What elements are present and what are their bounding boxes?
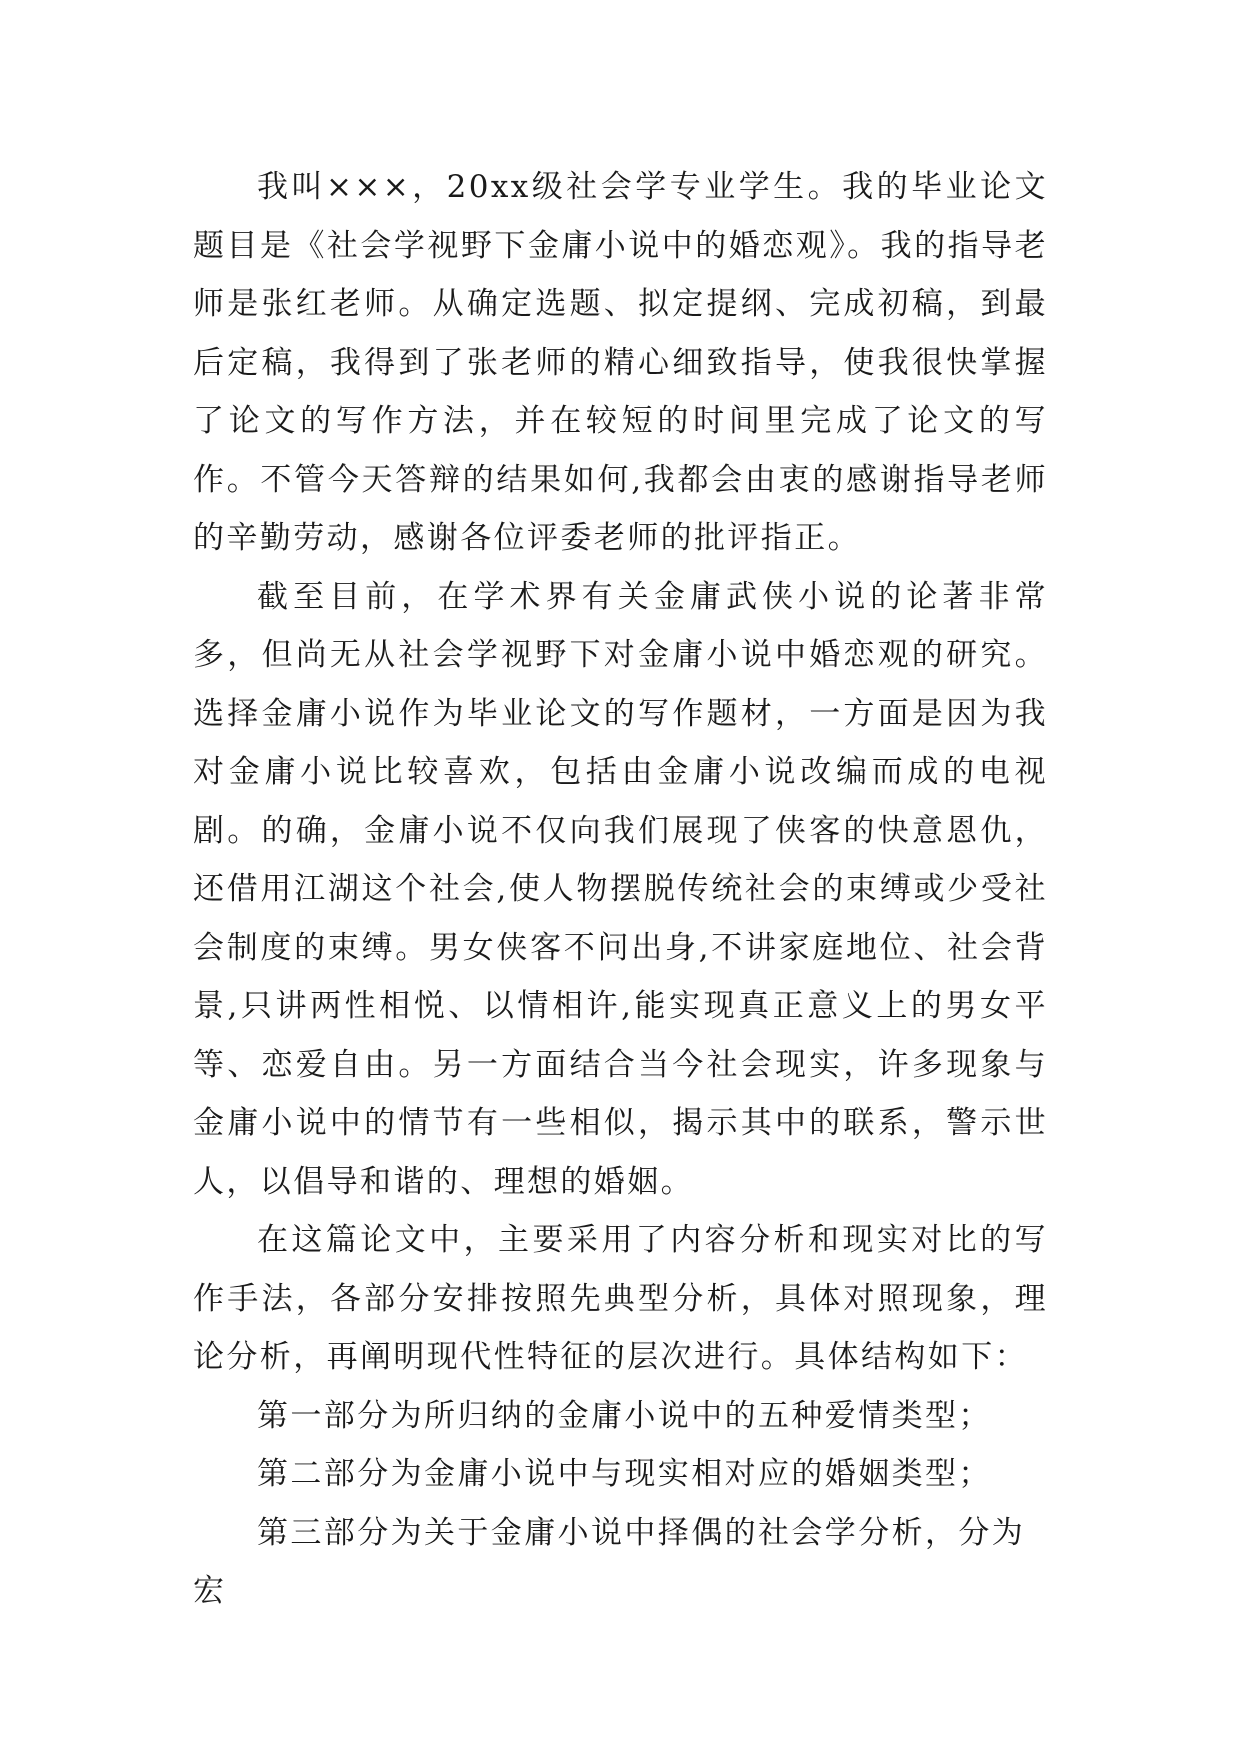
structure-item-part-two: 第二部分为金庸小说中与现实相对应的婚姻类型； — [257, 1456, 992, 1492]
paragraph-research-background: 截至目前，在学术界有关金庸武侠小说的论著非常多，但尚无从社会学视野下对金庸小说中婚恋观的研究。选择金庸小说作为毕业论文的写作题材，一方面是因为我对金庸小说比较喜欢，包括由金庸小说改编而成的电视剧。的确，金庸小说不仅向我们展现了侠客的快意恩仇，还借用江湖这个社会,使人物摆脱传统社会的束缚或少受社会制度的束缚。男女侠客不问出身,不讲家庭地位、社会背景,只讲两性相悦、以情相许,能实现真正意义上的男女平等、恋爱自由。另一方面结合当今社会现实，许多现象与金庸小说中的情节有一些相似，揭示其中的联系，警示世人，以倡导和谐的、理想的婚姻。 — [193, 578, 1048, 1200]
document-body — [193, 158, 1048, 1621]
structure-item-part-one: 第一部分为所归纳的金庸小说中的五种爱情类型； — [257, 1397, 992, 1434]
paragraph-introduction: 我叫×××，20xx级社会学专业学生。我的毕业论文题目是《社会学视野下金庸小说中的婚恋观》。我的指导老师是张红老师。从确定选题、拟定提纲、完成初稿，到最后定稿，我得到了张老师的精心细致指导，使我很快掌握了论文的写作方法，并在较短的时间里完成了论文的写作。不管今天答辩的结果如何,我都会由衷的感谢指导老师的辛勤劳动，感谢各位评委老师的批评指正。 — [193, 169, 1048, 556]
structure-item-part-three: 第三部分为关于金庸小说中择偶的社会学分析，分为宏 — [193, 1514, 1026, 1609]
paragraph-methodology: 在这篇论文中，主要采用了内容分析和现实对比的写作手法，各部分安排按照先典型分析，具体对照现象，理论分析，再阐明现代性特征的层次进行。具体结构如下： — [193, 1222, 1048, 1375]
